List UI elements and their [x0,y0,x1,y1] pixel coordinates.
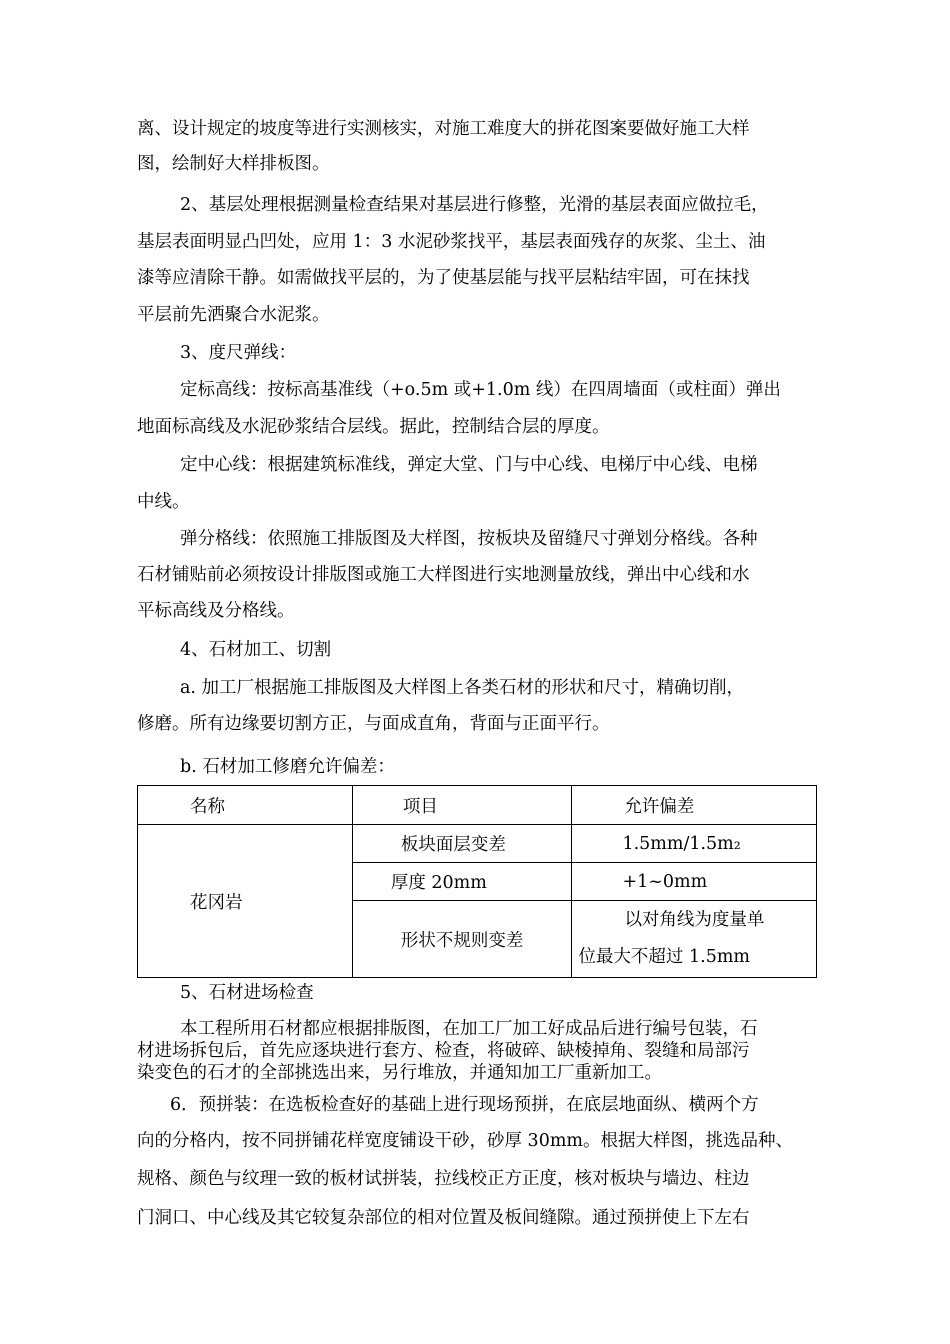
table-cell-line: 位最大不超过 1.5mm [578,947,751,967]
section-heading: 4、石材加工、切割 [180,640,332,660]
paragraph-line: 离、设计规定的坡度等进行实测核实，对施工难度大的拼花图案要做好施工大样 [137,119,750,139]
paragraph-line: 定中心线：根据建筑标准线，弹定大堂、门与中心线、电梯厅中心线、电梯 [180,455,758,475]
paragraph-line: 图，绘制好大样排板图。 [137,154,330,174]
paragraph-line: b. 石材加工修磨允许偏差： [180,757,395,777]
paragraph-line: 2、基层处理根据测量检查结果对基层进行修整，光滑的基层表面应做拉毛， [180,195,769,215]
paragraph-line: 定标高线：按标高基准线（+o.5m 或+1.0m 线）在四周墙面（或柱面）弹出 [180,380,781,400]
paragraph-line: 平标高线及分格线。 [137,601,295,621]
table-cell: +1~0mm [572,863,817,901]
paragraph-line: 弹分格线：依照施工排版图及大样图，按板块及留缝尺寸弹划分格线。各种 [180,529,758,549]
table-cell: 板块面层变差 [352,825,572,863]
paragraph-line: 门洞口、中心线及其它较复杂部位的相对位置及板间缝隙。通过预拼使上下左右 [137,1208,750,1228]
section-heading: 3、度尺弹线： [180,343,297,363]
paragraph-line: a. 加工厂根据施工排版图及大样图上各类石材的形状和尺寸，精确切削， [180,678,745,698]
paragraph-line: 规格、颜色与纹理一致的板材试拼装，拉线校正方正度，核对板块与墙边、柱边 [137,1169,750,1189]
table-cell-line: 以对角线为度量单 [624,910,765,930]
table-cell-name: 花冈岩 [138,825,353,978]
table-header-row [138,786,817,825]
paragraph-line: 平层前先洒聚合水泥浆。 [137,305,330,325]
paragraph-line: 6．预拼装：在选板检查好的基础上进行现场预拼，在底层地面纵、横两个方 [170,1095,759,1115]
tolerance-table [137,785,817,978]
paragraph-line: 材进场拆包后，首先应逐块进行套方、检查，将破碎、缺棱掉角、裂缝和局部污 [137,1041,750,1061]
table-header: 名称 [138,786,353,825]
paragraph-line: 石材铺贴前必须按设计排版图或施工大样图进行实地测量放线，弹出中心线和水 [137,565,750,585]
paragraph-line: 本工程所用石材都应根据排版图，在加工厂加工好成品后进行编号包装，石 [180,1019,758,1039]
table-cell: 1.5mm/1.5m₂ [572,825,817,863]
paragraph-line: 修磨。所有边缘要切割方正，与面成直角，背面与正面平行。 [137,714,610,734]
table-cell: 厚度 20mm [352,863,572,901]
table-cell: 形状不规则变差 [352,901,572,978]
section-heading: 5、石材进场检查 [180,983,314,1003]
table-header: 项目 [352,786,572,825]
paragraph-line: 中线。 [137,492,190,512]
paragraph-line: 漆等应清除干静。如需做找平层的，为了使基层能与找平层粘结牢固，可在抹找 [137,268,750,288]
paragraph-line: 地面标高线及水泥砂浆结合层线。据此，控制结合层的厚度。 [137,417,610,437]
paragraph-line: 向的分格内，按不同拼铺花样宽度铺设干砂，砂厚 30mm。根据大样图，挑选品种、 [137,1131,794,1151]
table-header: 允许偏差 [572,786,817,825]
table-cell [572,901,817,978]
paragraph-line: 基层表面明显凸凹处，应用 1：3 水泥砂浆找平，基层表面残存的灰浆、尘土、油 [137,232,766,252]
paragraph-line: 染变色的石才的全部挑选出来，另行堆放，并通知加工厂重新加工。 [137,1063,662,1083]
table-row [138,825,817,863]
